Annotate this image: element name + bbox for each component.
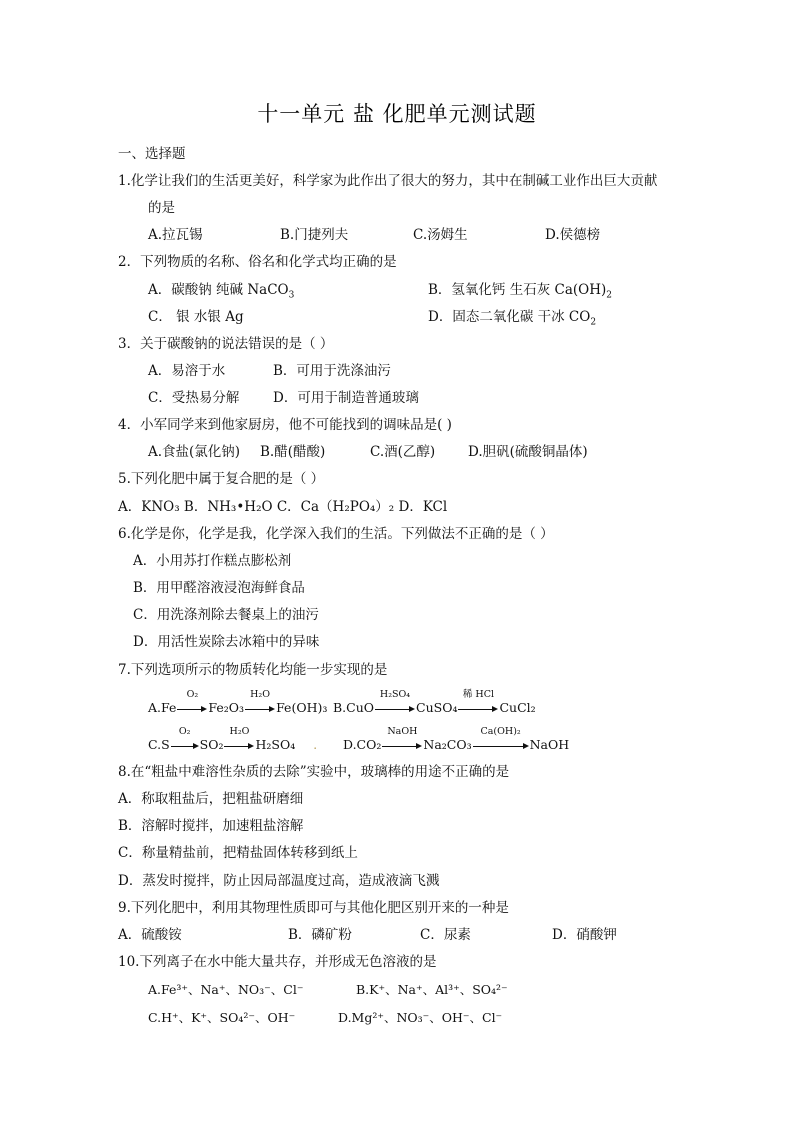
q8-option-b: B．溶解时搅拌，加速粗盐溶解 xyxy=(118,818,304,834)
q3-option-a: A．易溶于水 xyxy=(148,363,226,379)
q7-b-reagent-2: 稀 HCl xyxy=(462,688,495,700)
q7-c-reagent-1: O₂ xyxy=(178,725,191,737)
q7-d-reagent-1: NaOH xyxy=(387,725,418,737)
q1-stem-cont: 的是 xyxy=(148,200,175,216)
q7-d-mid: Na₂CO₃ xyxy=(423,737,472,752)
q7-b-start: B.CuO xyxy=(333,700,375,715)
q3-option-b: B．可用于洗涤油污 xyxy=(273,363,391,379)
q7-b-arrow-2 xyxy=(458,688,498,716)
q7-b-mid: CuSO₄ xyxy=(416,700,458,715)
q2-option-b-text: B．氢氧化钙 生石灰 Ca(OH) xyxy=(428,282,607,298)
q5-stem: 5.下列化肥中属于复合肥的是（ ） xyxy=(118,471,325,487)
q7-c-mid: SO₂ xyxy=(199,737,224,752)
q7-a-end: Fe(OH)₃ xyxy=(276,700,328,715)
q1-options xyxy=(148,226,668,244)
q6-stem: 6.化学是你，化学是我，化学深入我们的生活。下列做法不正确的是（ ） xyxy=(118,526,554,542)
q7-d-reagent-2: Ca(OH)₂ xyxy=(480,725,521,737)
q10-stem: 10.下列离子在水中能大量共存，并形成无色溶液的是 xyxy=(118,954,437,970)
q2-option-d-text: D．固态二氧化碳 干冰 CO xyxy=(428,309,591,325)
q7-c-end: H₂SO₄ xyxy=(255,737,296,752)
q7-c-arrow-1 xyxy=(171,725,199,753)
q7-d-end: NaOH xyxy=(529,737,570,752)
q7-stem: 7.下列选项所示的物质转化均能一步实现的是 xyxy=(118,662,388,678)
q9-option-b: B．磷矿粉 xyxy=(288,927,352,943)
q2-option-b-sub: 2 xyxy=(606,290,612,301)
q9-option-c: C．尿素 xyxy=(420,927,471,943)
q10-option-b: B.K⁺、Na⁺、Al³⁺、SO₄²⁻ xyxy=(356,982,508,997)
q8-option-c: C．称量精盐前，把精盐固体转移到纸上 xyxy=(118,845,358,861)
q7-option-c xyxy=(148,725,318,754)
q7-a-reagent-2: H₂O xyxy=(250,688,270,700)
q7-b-reagent-1: H₂SO₄ xyxy=(379,688,411,700)
q2-option-a xyxy=(148,281,294,299)
q6-option-b: B．用甲醛溶液浸泡海鲜食品 xyxy=(133,580,305,596)
q8-option-d: D．蒸发时搅拌，防止因局部温度过高，造成液滴飞溅 xyxy=(118,873,440,889)
q2-option-d-sub: 2 xyxy=(590,317,597,328)
section-heading: 一、选择题 xyxy=(118,146,186,162)
q7-d-start: D.CO₂ xyxy=(343,737,382,752)
q7-option-d xyxy=(343,725,570,754)
q7-b-end: CuCl₂ xyxy=(499,700,536,715)
q7-c-arrow-2 xyxy=(224,725,254,753)
q9-option-a: A．硫酸铵 xyxy=(118,927,182,943)
page-title: 十一单元 盐 化肥单元测试题 xyxy=(257,102,537,126)
q9-option-d: D．硝酸钾 xyxy=(552,927,617,943)
q7-c-reagent-2: H₂O xyxy=(229,725,250,737)
q7-d-arrow-2 xyxy=(473,725,529,753)
q2-option-a-sub: 3 xyxy=(288,290,295,301)
q2-stem: 2．下列物质的名称、俗名和化学式均正确的是 xyxy=(118,254,397,270)
q2-option-b xyxy=(428,281,612,299)
q7-a-start: A.Fe xyxy=(148,700,177,715)
q7-option-b xyxy=(333,688,536,717)
q4-stem: 4．小军同学来到他家厨房，他不可能找到的调味品是( ) xyxy=(118,417,452,433)
q3-option-d: D．可用于制造普通玻璃 xyxy=(273,390,419,406)
q4-option-c: C.酒(乙醇) xyxy=(370,444,436,460)
q1-option-c: C.汤姆生 xyxy=(413,227,468,243)
q7-c-start: C.S xyxy=(148,737,170,752)
q7-a-arrow-1 xyxy=(177,688,207,716)
q9-stem: 9.下列化肥中，利用其物理性质即可与其他化肥区别开来的一种是 xyxy=(118,900,509,916)
q4-option-b: B.醋(醋酸) xyxy=(260,444,326,460)
q7-b-arrow-1 xyxy=(375,688,415,716)
q6-option-a: A．小用苏打作糕点膨松剂 xyxy=(133,553,292,569)
q6-option-d: D．用活性炭除去冰箱中的异味 xyxy=(133,634,320,650)
q10-option-a: A.Fe³⁺、Na⁺、NO₃⁻、Cl⁻ xyxy=(148,982,304,997)
stray-mark: . xyxy=(313,738,318,752)
q3-option-c: C．受热易分解 xyxy=(148,390,240,406)
q8-stem: 8.在“粗盐中难溶性杂质的去除”实验中，玻璃棒的用途不正确的是 xyxy=(118,764,510,780)
q2-option-c: C． 银 水银 Ag xyxy=(148,309,244,325)
q3-stem: 3．关于碳酸钠的说法错误的是（ ） xyxy=(118,336,334,352)
q6-option-c: C．用洗涤剂除去餐桌上的油污 xyxy=(133,607,319,623)
q10-option-c: C.H⁺、K⁺、SO₄²⁻、OH⁻ xyxy=(148,1010,296,1025)
q7-d-arrow-1 xyxy=(382,725,422,753)
q10-option-d: D.Mg²⁺、NO₃⁻、OH⁻、Cl⁻ xyxy=(338,1010,503,1025)
q2-option-a-text: A．碳酸钠 纯碱 NaCO xyxy=(148,282,289,298)
q7-a-reagent-1: O₂ xyxy=(186,688,199,700)
q1-option-b: B.门捷列夫 xyxy=(280,227,349,243)
q5-options: A．KNO₃ B．NH₃•H₂O C．Ca（H₂PO₄）₂ D．KCl xyxy=(118,499,448,515)
q7-a-mid: Fe₂O₃ xyxy=(208,700,245,715)
q7-option-a xyxy=(148,688,328,717)
q2-option-d xyxy=(428,308,596,326)
q1-stem: 1.化学让我们的生活更美好，科学家为此作出了很大的努力，其中在制碱工业作出巨大贡献 xyxy=(118,173,658,189)
q7-a-arrow-2 xyxy=(245,688,275,716)
q4-option-a: A.食盐(氯化钠) xyxy=(148,444,241,460)
q4-option-d: D.胆矾(硫酸铜晶体) xyxy=(468,444,588,460)
q1-option-a: A.拉瓦锡 xyxy=(148,227,203,243)
q1-option-d: D.侯德榜 xyxy=(545,227,601,243)
q8-option-a: A．称取粗盐后，把粗盐研磨细 xyxy=(118,791,304,807)
